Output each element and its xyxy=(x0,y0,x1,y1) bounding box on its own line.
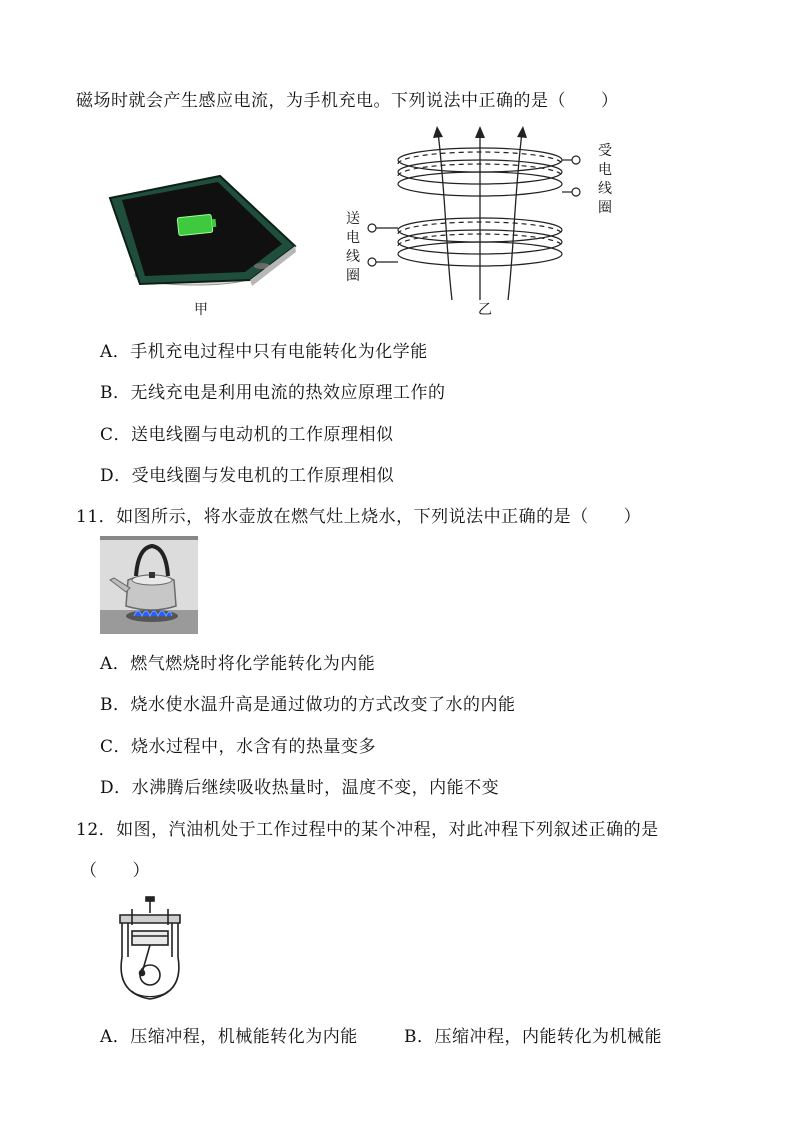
q11-stem: 11．如图所示，将水壶放在燃气灶上烧水，下列说法中正确的是（ ） xyxy=(76,507,642,527)
q10-option-c: C．送电线圈与电动机的工作原理相似 xyxy=(100,425,394,445)
figure-a-label: 甲 xyxy=(194,302,208,318)
q11-option-b: B．烧水使水温升高是通过做功的方式改变了水的内能 xyxy=(100,695,516,715)
send-coil-label: 送 电 线 圈 xyxy=(346,211,360,284)
q12-option-a: A．压缩冲程，机械能转化为内能 xyxy=(100,1027,358,1047)
q11-option-d: D．水沸腾后继续吸收热量时，温度不变，内能不变 xyxy=(100,778,500,798)
q11-option-c: C．烧水过程中，水含有的热量变多 xyxy=(100,737,377,757)
q10-option-b: B．无线充电是利用电流的热效应原理工作的 xyxy=(100,383,446,403)
q12-stem: 12．如图，汽油机处于工作过程中的某个冲程，对此冲程下列叙述正确的是 xyxy=(76,820,659,840)
q11-option-a: A．燃气燃烧时将化学能转化为内能 xyxy=(100,654,376,674)
receive-coil-label: 受 电 线 圈 xyxy=(598,143,612,216)
figure-b-label: 乙 xyxy=(478,302,492,318)
q10-stem: 磁场时就会产生感应电流，为手机充电。下列说法中正确的是（ ） xyxy=(76,91,619,111)
engine-cylinder-figure xyxy=(110,895,190,1003)
q10-option-a: A．手机充电过程中只有电能转化为化学能 xyxy=(100,342,428,362)
q12-option-b: B．压缩冲程，内能转化为机械能 xyxy=(404,1027,662,1047)
coils-figure xyxy=(360,120,590,305)
q10-option-d: D．受电线圈与发电机的工作原理相似 xyxy=(100,466,395,486)
phone-on-charger-figure xyxy=(100,170,300,295)
kettle-on-stove-figure xyxy=(100,536,198,634)
q12-answer-paren: （ ） xyxy=(80,861,150,881)
